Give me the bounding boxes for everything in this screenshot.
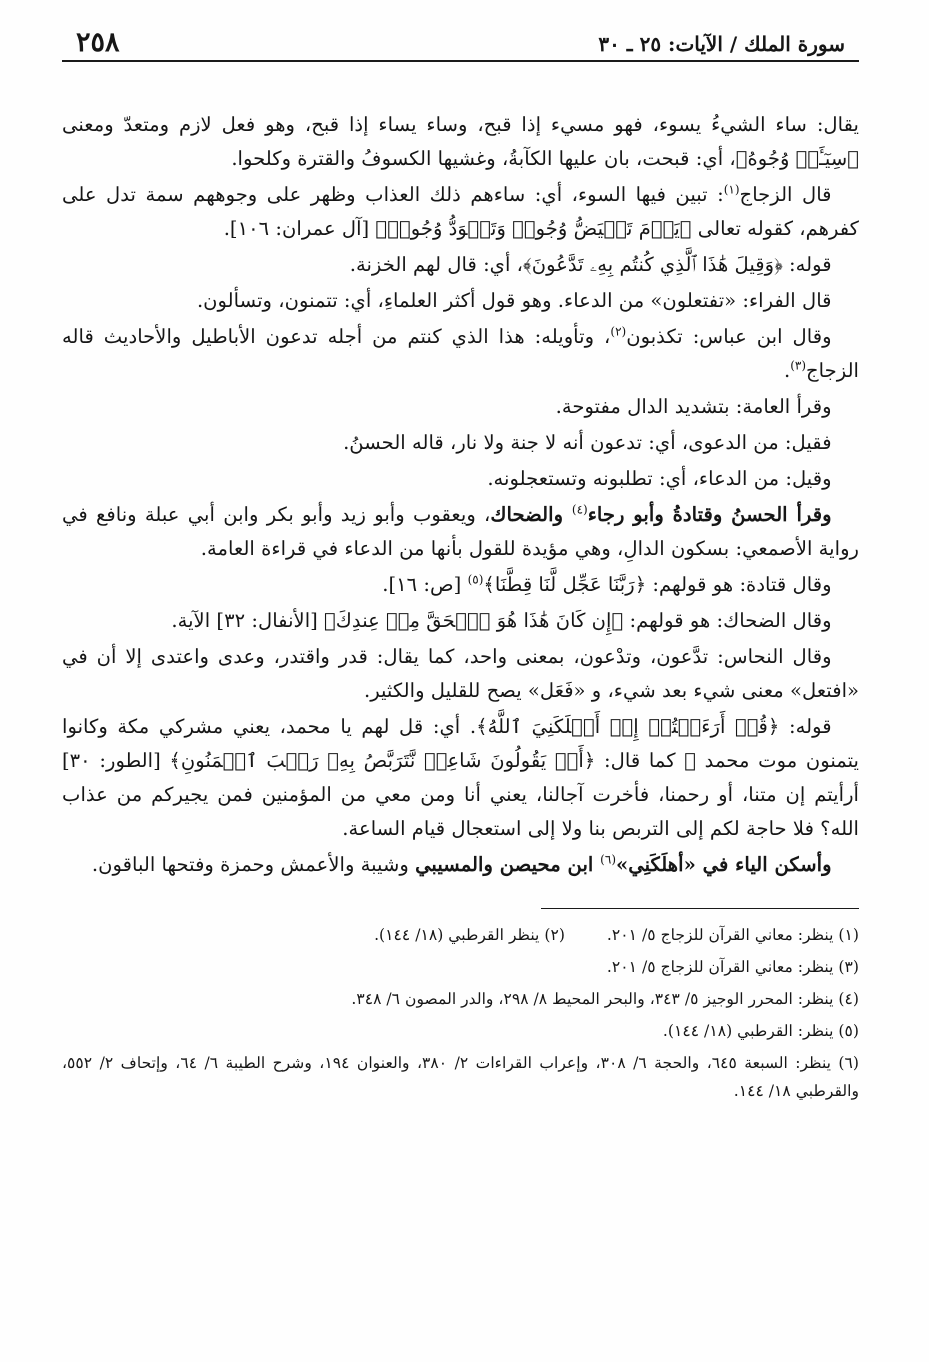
footnote-ref-5[interactable]: (٥): [467, 572, 484, 587]
paragraph-14-bold-b: ابن محيصن والمسيبي: [415, 853, 601, 876]
paragraph-4: [62, 284, 859, 318]
footnote-6-text: (٦) ينظر: السبعة ٦٤٥، والحجة ٦/ ٣٠٨، وإعراب القراءات ٢/ ٣٨٠، والعنوان ١٩٤، وشرح الطيبة ٦/ ٦٤، وإتحاف ٢/ ٥٥٢، والقرطبي ١٨/ ١٤٤.: [62, 1054, 859, 1100]
paragraph-5-text-a: وقال ابن عباس: تكذبون: [626, 325, 832, 348]
paragraph-13: [62, 710, 859, 846]
paragraph-3-text: قوله: ﴿وَقِيلَ هَٰذَا ٱلَّذِي كُنتُم بِهِۦ تَدَّعُونَ﴾، أي: قال لهم الخزنة.: [349, 253, 832, 276]
paragraph-9-text: ، ويعقوب وأبو زيد وأبو بكر وابن أبي عبلة ونافع في رواية الأصمعي: بسكون الدالِ، وهي مؤيدة للقول بأنها من الدعاء في قراءة العامة.: [62, 503, 859, 560]
paragraph-14-bold-a: وأسكن الياء في «أهلَكَنِي»: [616, 853, 832, 876]
paragraph-6: [62, 390, 859, 424]
paragraph-1-text: يقال: ساء الشيءُ يسوء، فهو مسيء إذا قبح، وساء يساء إذا قبح، وهو فعل لازم ومتعدّ ومعنى ﴿سِيٓـَٔتۡ وُجُوهُ﴾، أي: قبحت، بان عليها الكآبةُ، وغشيها الكسوفُ والقترة وكلحوا.: [62, 113, 859, 170]
paragraph-11: [62, 604, 859, 638]
footnote-5: [62, 1017, 859, 1045]
footnote-1: (١) ينظر: معاني القرآن للزجاج ٥/ ٢٠١.: [606, 926, 859, 944]
paragraph-1: [62, 108, 859, 176]
book-page: [62, 22, 859, 1362]
page-number: ٢٥٨: [76, 27, 120, 58]
paragraph-6-text: وقرأ العامة: بتشديد الدال مفتوحة.: [555, 395, 832, 418]
page-header: [62, 22, 859, 62]
paragraph-3: [62, 248, 859, 282]
footnote-ref-4[interactable]: (٤): [571, 502, 588, 517]
paragraph-10: [62, 568, 859, 602]
footnote-6: [62, 1049, 859, 1105]
paragraph-14-text: وشيبة والأعمش وحمزة وفتحها الباقون.: [91, 853, 416, 876]
paragraph-5-text-b: ، وتأويله: هذا الذي كنتم من أجله تدعون الأباطيل والأحاديث قاله الزجاج: [62, 325, 859, 382]
footnote-ref-6[interactable]: (٦): [600, 852, 616, 867]
running-head: سورة الملك / الآيات: ٢٥ ـ ٣٠: [598, 32, 845, 56]
paragraph-9-bold-b: والضحاك: [490, 503, 572, 526]
footnote-2: (٢) ينظر القرطبي (١٨/ ١٤٤).: [374, 926, 565, 944]
paragraph-13-text: قوله: ﴿قُلۡ أَرَءَيۡتُمۡ إِنۡ أَهۡلَكَنِيَ ٱللَّهُ﴾. أي: قل لهم يا محمد، يعني مشركي مكة وكانوا يتمنون موت محمد ﷺ كما قال: ﴿أَمۡ يَقُولُونَ شَاعِرٞ نَّتَرَبَّصُ بِهِۦ رَيۡبَ ٱلۡمَنُونِ﴾ [الطور: ٣٠] أرأيتم إن متنا، أو رحمنا، فأخرت آجالنا، يعني أنا ومن معي من المؤمنين فمن يجيركم من عذاب الله؟ فلا حاجة لكم إلى التربص بنا ولا إلى استعجال قيام الساعة.: [62, 715, 859, 840]
paragraph-14: [62, 848, 859, 882]
footnote-3-text: (٣) ينظر: معاني القرآن للزجاج ٥/ ٢٠١.: [606, 958, 859, 976]
footnote-5-text: (٥) ينظر: القرطبي (١٨/ ١٤٤).: [662, 1022, 859, 1040]
paragraph-10-text-a: وقال قتادة: هو قولهم: ﴿رَبَّنَا عَجِّل لَّنَا قِطَّنَا﴾: [483, 573, 832, 596]
paragraph-12-text: وقال النحاس: تدَّعون، وتدْعون، بمعنى واحد، كما يقال: قدر واقتدر، وعدى واعتدى إلا أن في «افتعل» معنى شيء بعد شيء، و «فَعَل» يصح للقليل والكثير.: [62, 645, 859, 702]
paragraph-5-text-c: .: [783, 359, 791, 382]
paragraph-10-text-b: [ص: ١٦].: [382, 573, 468, 596]
paragraph-4-text: قال الفراء: «تفتعلون» من الدعاء. وهو قول أكثر العلماءِ، أي: تتمنون، وتسألون.: [196, 289, 832, 312]
paragraph-9-bold-a: وقرأ الحسنُ وقتادةُ وأبو رجاء: [587, 503, 832, 526]
footnote-ref-1[interactable]: (١): [723, 182, 740, 197]
paragraph-2: [62, 178, 859, 246]
paragraph-7-text: فقيل: من الدعوى، أي: تدعون أنه لا جنة ولا نار، قاله الحسنُ.: [343, 431, 832, 454]
footnote-3: [62, 953, 859, 981]
main-text: [62, 108, 859, 882]
footnote-1-2: [62, 921, 859, 949]
paragraph-7: [62, 426, 859, 460]
footnote-4-text: (٤) ينظر: المحرر الوجيز ٥/ ٣٤٣، والبحر المحيط ٨/ ٢٩٨، والدر المصون ٦/ ٣٤٨.: [351, 990, 859, 1008]
paragraph-9: [62, 498, 859, 566]
paragraph-2-text-a: قال الزجاج: [739, 183, 832, 206]
paragraph-8: [62, 462, 859, 496]
paragraph-8-text: وقيل: من الدعاء، أي: تطلبونه وتستعجلونه.: [487, 467, 832, 490]
footnote-ref-2[interactable]: (٢): [610, 324, 627, 339]
paragraph-12: [62, 640, 859, 708]
footnote-ref-3[interactable]: (٣): [790, 358, 807, 373]
footnote-4: [62, 985, 859, 1013]
footnotes: [62, 921, 859, 1105]
paragraph-5: [62, 320, 859, 388]
paragraph-2-text-b: : تبين فيها السوء، أي: ساءهم ذلك العذاب وظهر على وجوههم سمة تدل على كفرهم، كقوله تعالى ﴿يَوۡمَ تَبۡيَضُّ وُجُوهٞ وَتَسۡوَدُّ وُجُوهٞ﴾ [آل عمران: ١٠٦].: [62, 183, 859, 240]
footnote-divider: [541, 908, 859, 909]
paragraph-11-text: وقال الضحاك: هو قولهم: ﴿إِن كَانَ هَٰذَا هُوَ ٱلۡحَقَّ مِنۡ عِندِكَ﴾ [الأنفال: ٣٢] الآية.: [171, 609, 832, 632]
